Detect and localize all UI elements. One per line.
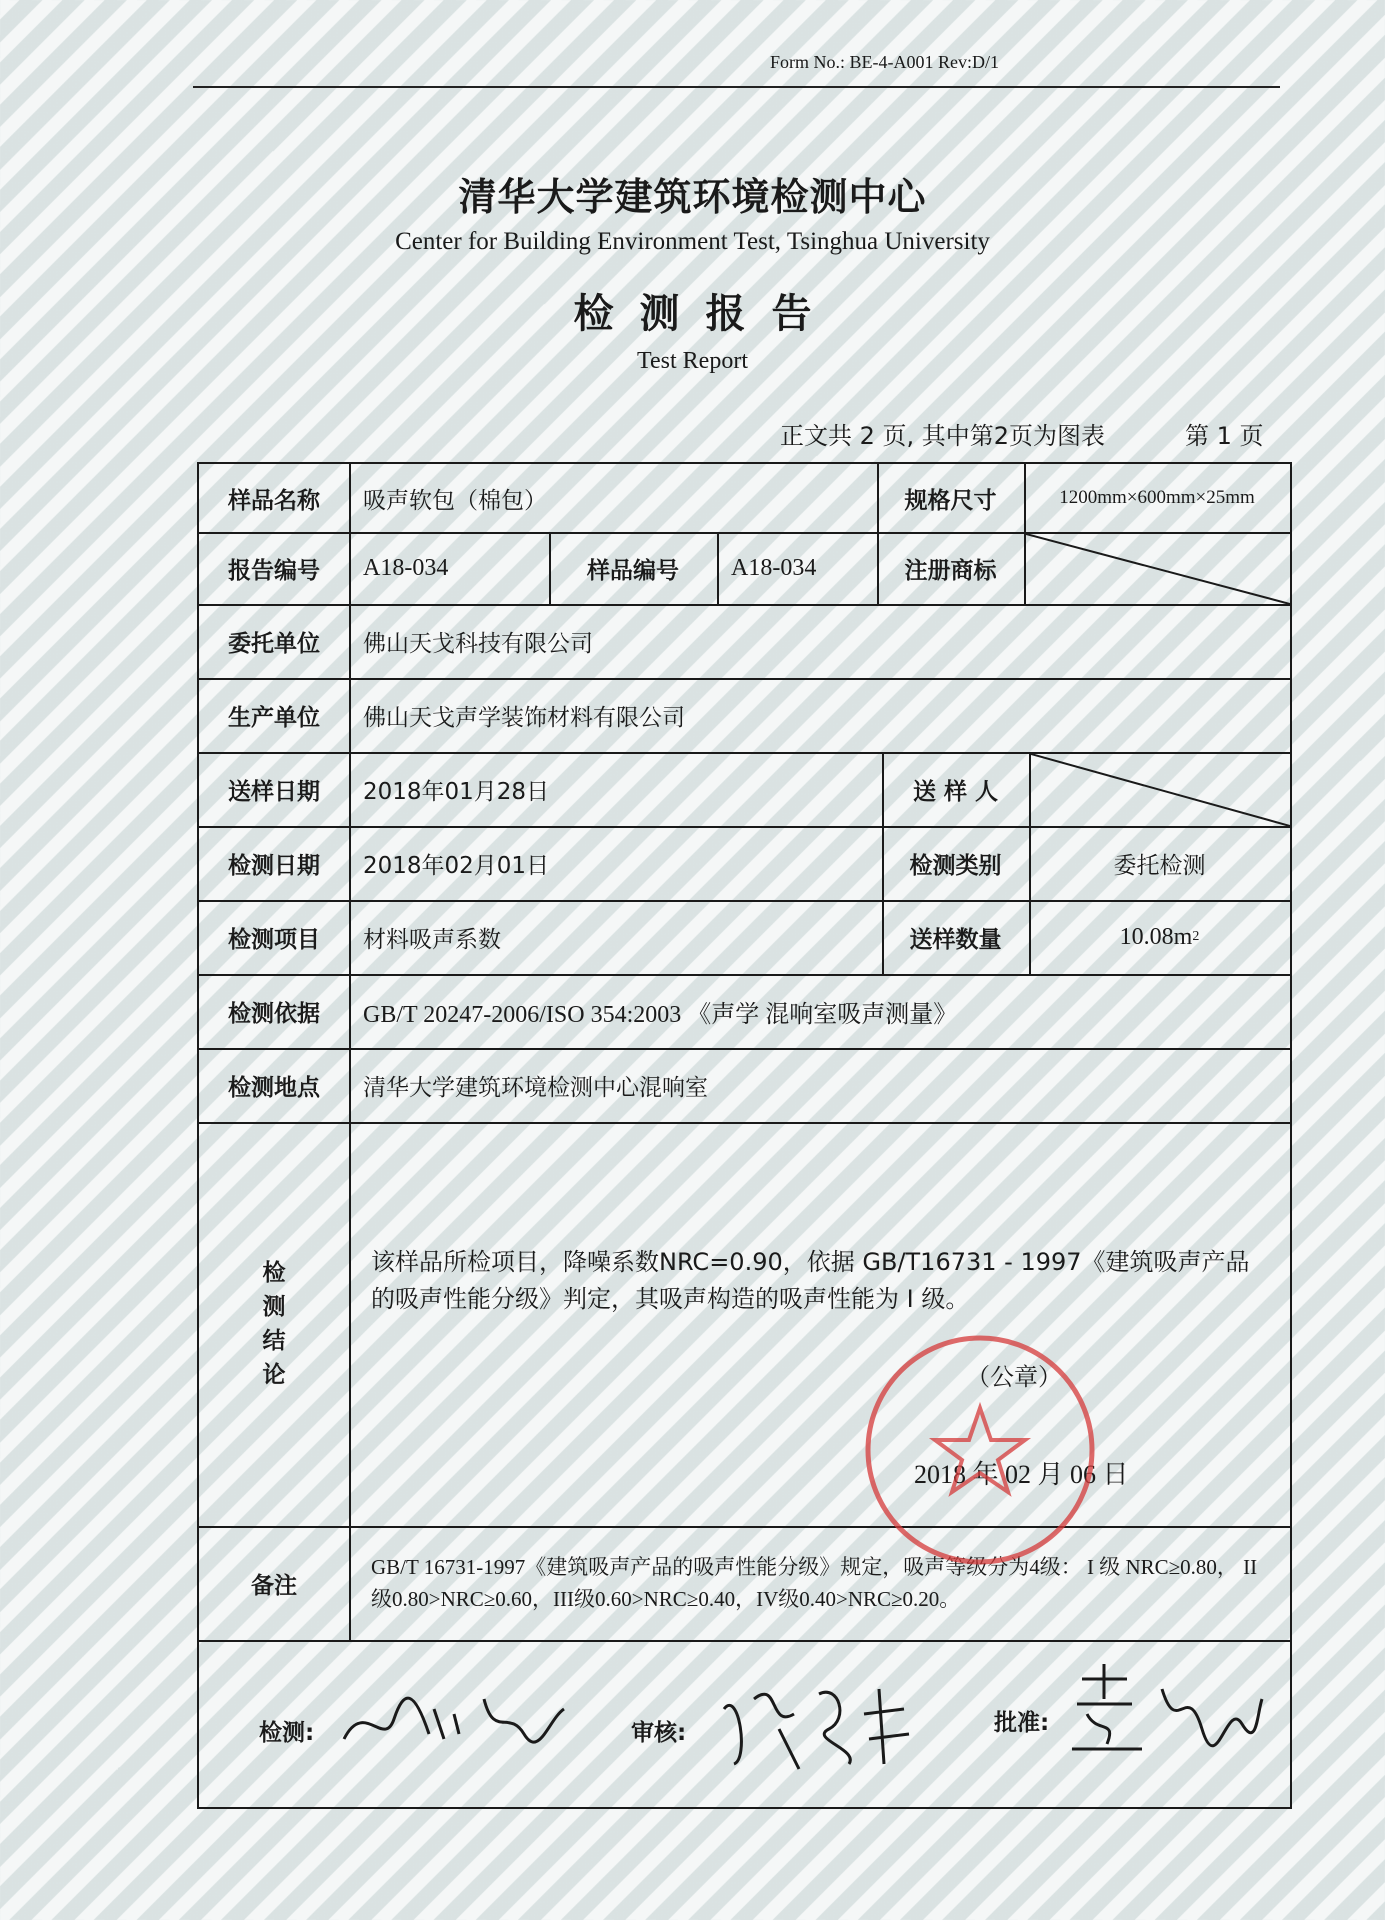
seal-date: 2018 年 02 月 06 日 (914, 1460, 1129, 1489)
producer-value: 佛山天戈声学装饰材料有限公司 (363, 704, 685, 731)
spec-label: 规格尺寸 (904, 487, 997, 514)
quantity-label: 送样数量 (909, 926, 1002, 953)
reviewer-label: 审核: (631, 1720, 687, 1746)
location-label: 检测地点 (228, 1074, 320, 1101)
remark-text: GB/T 16731-1997《建筑吸声产品的吸声性能分级》规定，吸声等级分为4级： I 级 NRC≥0.80， II 级0.80>NRC≥0.60，III级0.60>NRC≥0.40，IV级0.40>NRC≥0.20。 (371, 1555, 1258, 1611)
conclusion-text: 该样品所检项目，降噪系数NRC=0.90，依据 GB/T16731 - 1997《建筑吸声产品的吸声性能分级》判定，其吸声构造的吸声性能为 I 级。 (371, 1248, 1250, 1313)
sender-empty-slash (1031, 754, 1290, 826)
test-type-value: 委托检测 (1113, 852, 1206, 879)
basis-value: GB/T 20247-2006/ISO 354:2003 《声学 混响室吸声测量》 (363, 1001, 958, 1028)
report-title-en: Test Report (637, 348, 748, 374)
approver-signature (1067, 1659, 1267, 1759)
tester-label: 检测: (259, 1720, 315, 1746)
quantity-value (1029, 900, 1290, 974)
trademark-label: 注册商标 (904, 557, 997, 584)
report-title-cn: 检测报告 (573, 291, 838, 337)
conclusion-label-char: 检 (262, 1260, 286, 1286)
form-number: Form No.: BE-4-A001 Rev:D/1 (770, 52, 999, 72)
test-type-label: 检测类别 (909, 852, 1002, 879)
tester-signature (334, 1679, 574, 1769)
sample-name-value: 吸声软包（棉包） (363, 487, 547, 514)
test-date-label: 检测日期 (228, 852, 320, 879)
sent-date-value: 2018年01月28日 (363, 778, 550, 805)
row-divider (199, 1122, 1290, 1124)
page-number: 第 1 页 (1185, 422, 1264, 450)
sent-date-label: 送样日期 (228, 778, 320, 805)
header-rule (193, 86, 1280, 88)
page-count: 正文共 2 页, 其中第2页为图表 (780, 422, 1106, 450)
client-value: 佛山天戈科技有限公司 (363, 630, 593, 657)
approver-label: 批准: (994, 1710, 1050, 1736)
row-divider (199, 1526, 1290, 1528)
organization-name-en: Center for Building Environment Test, Tsinghua University (395, 228, 990, 255)
test-item-label: 检测项目 (228, 926, 320, 953)
row-divider (199, 1640, 1290, 1642)
reviewer-signature (709, 1669, 939, 1779)
spec-value: 1200mm×600mm×25mm (1059, 487, 1255, 508)
sample-no-value: A18-034 (731, 554, 817, 581)
seal-label: （公章） (966, 1363, 1062, 1391)
report-no-value: A18-034 (363, 554, 449, 581)
quantity-unit-exponent: 2 (1192, 929, 1200, 944)
producer-label: 生产单位 (228, 704, 320, 731)
report-table (197, 462, 1292, 1809)
location-value: 清华大学建筑环境检测中心混响室 (363, 1074, 708, 1101)
conclusion-label (199, 1122, 349, 1526)
remark-label: 备注 (251, 1572, 297, 1599)
test-item-value: 材料吸声系数 (363, 926, 501, 953)
trademark-empty-slash (1026, 534, 1290, 604)
report-no-label: 报告编号 (228, 557, 320, 584)
sample-name-label: 样品名称 (228, 487, 320, 514)
conclusion-label-char: 论 (262, 1362, 286, 1388)
sender-label: 送 样 人 (912, 778, 998, 805)
test-date-value: 2018年02月01日 (363, 852, 550, 879)
basis-label: 检测依据 (228, 1000, 320, 1027)
official-seal (860, 1330, 1100, 1570)
organization-name-cn: 清华大学建筑环境检测中心 (458, 175, 927, 219)
sample-no-label: 样品编号 (587, 557, 679, 584)
conclusion-label-char: 测 (262, 1294, 286, 1320)
quantity-number: 10.08m (1119, 923, 1193, 950)
client-label: 委托单位 (228, 630, 320, 657)
conclusion-label-char: 结 (262, 1328, 286, 1354)
